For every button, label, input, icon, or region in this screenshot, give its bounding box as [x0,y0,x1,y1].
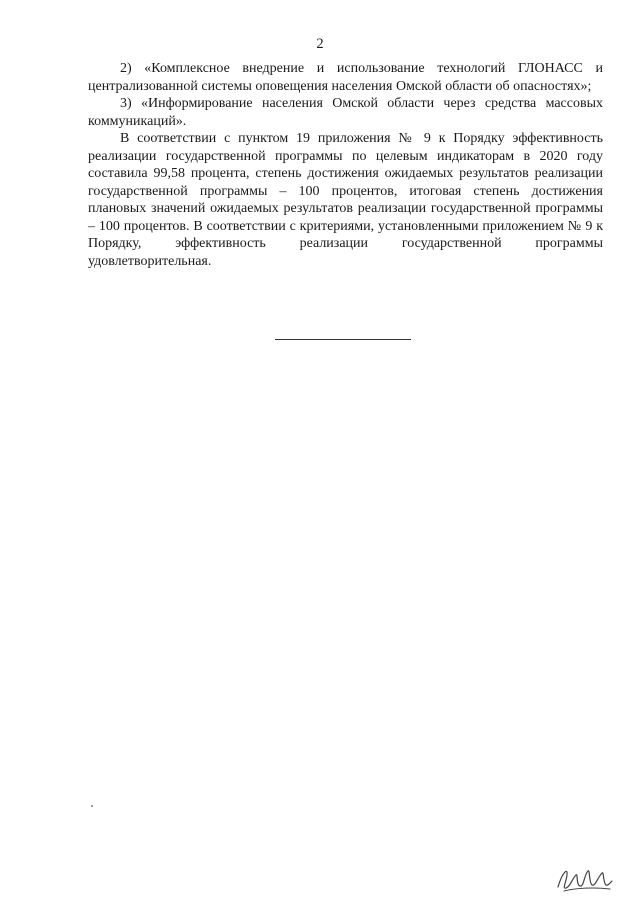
page-number: 2 [316,36,324,52]
handwritten-initials-mark [554,861,614,895]
paragraph-item-2: 2) «Комплексное внедрение и использование технологий ГЛОНАСС и централизованной системы оповещения населения Омской области об опасностях»; [88,61,603,94]
document-body [88,60,603,270]
paragraph-item-3: 3) «Информирование населения Омской области через средства массовых коммуникаций». [88,96,603,129]
margin-dot-mark [91,805,93,807]
end-of-text-divider [275,339,411,340]
paragraph-efficiency-conclusion: В соответствии с пунктом 19 приложения № 9 к Порядку эффективность реализации государственной программы по целевым индикаторам в 2020 году составила 99,58 процента, степень достижения ожидаемых результатов реализации государственной программы – 100 процентов, итоговая степень достижения плановых значений ожидаемых результатов реализации государственной программы – 100 процентов. В соответствии с критериями, установленными приложением № 9 к Порядку, эффективность реализации государственной программы удовлетворительная. [88,131,603,269]
